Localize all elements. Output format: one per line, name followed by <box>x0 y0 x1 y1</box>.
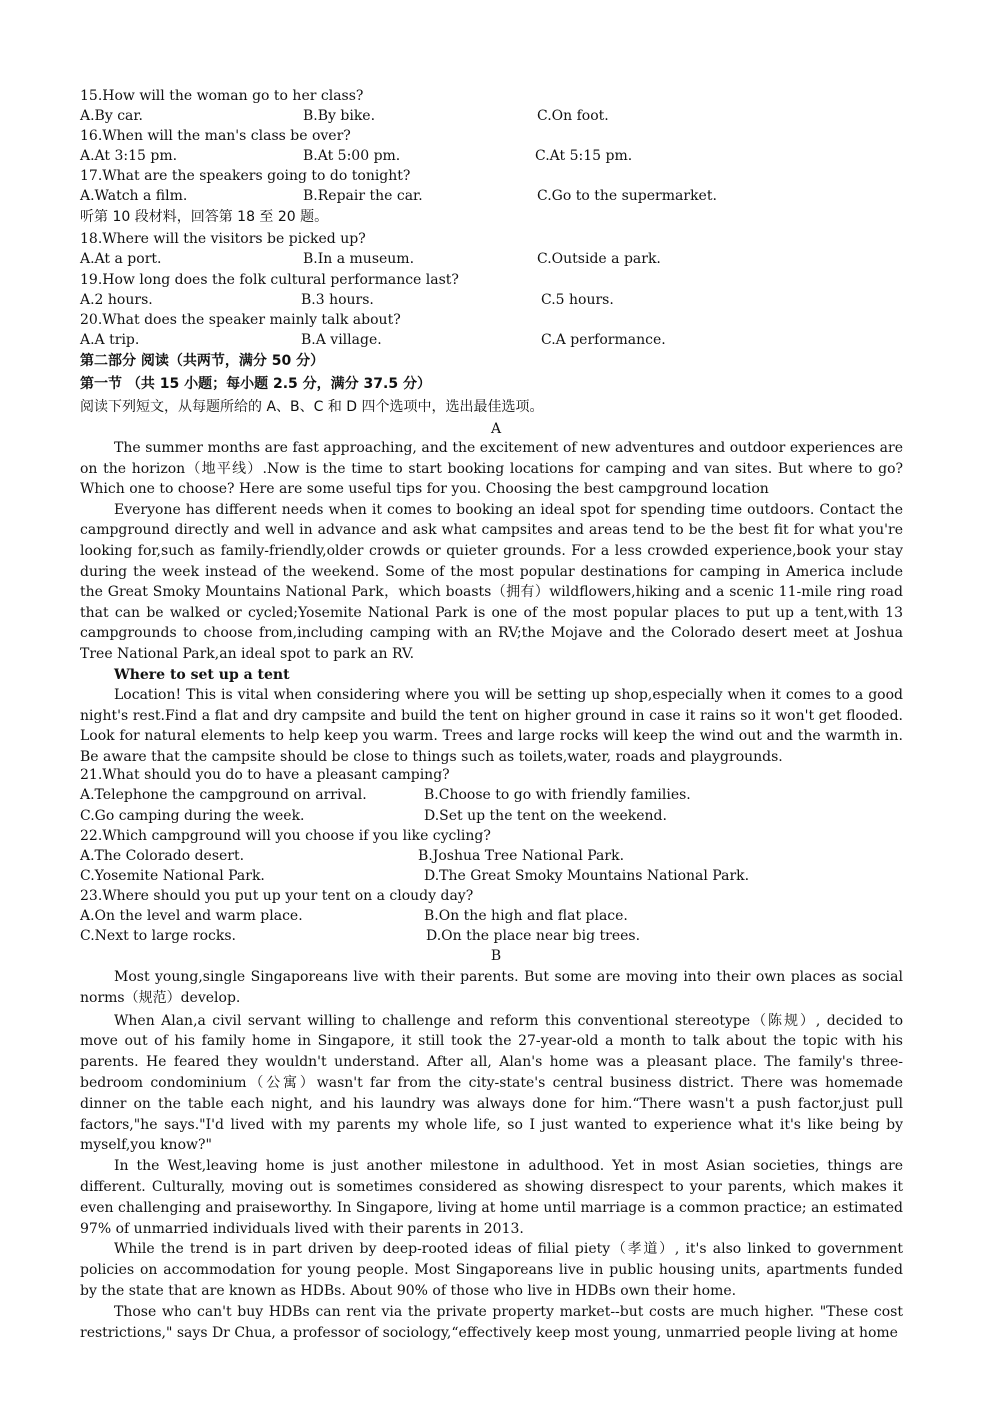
question-16-stem: 16.When will the man's class be over? <box>80 128 351 144</box>
question-19-option-c: C.5 hours. <box>541 292 614 308</box>
question-19-option-a: A.2 hours. <box>80 292 153 308</box>
passage-b-paragraph-1: Most young,single Singaporeans live with their parents. But some are moving into their own places as social norms（规范）develop. <box>80 969 903 1006</box>
question-16-option-a: A.At 3:15 pm. <box>80 148 178 164</box>
question-23-option-d: D.On the place near big trees. <box>426 928 641 944</box>
passage-a-subhead: Where to set up a tent <box>114 667 290 683</box>
question-17-stem: 17.What are the speakers going to do tonight? <box>80 168 411 184</box>
passage-a-body-2 <box>80 685 903 767</box>
passage-a-body <box>80 438 903 665</box>
instruction-material-10: 听第 10 段材料，回答第 18 至 20 题。 <box>80 209 329 225</box>
question-23-option-a: A.On the level and warm place. <box>80 908 303 924</box>
question-15-option-c: C.On foot. <box>537 108 609 124</box>
question-21-stem: 21.What should you do to have a pleasant camping? <box>80 767 450 783</box>
question-19-option-b: B.3 hours. <box>301 292 374 308</box>
section-one-title: 第一节 （共 15 小题；每小题 2.5 分，满分 37.5 分） <box>80 376 431 392</box>
question-18-option-b: B.In a museum. <box>303 251 415 267</box>
passage-b-paragraph-3: In the West,leaving home is just another milestone in adulthood. Yet in most Asian societies, things are different. Culturally, moving out is sometimes considered as showing disrespect to your parents, which makes it even challenging and praiseworthy. In Singapore, living at home until marriage is a common practice; an estimated 97% of unmarried individuals lived with their parents in 2013. <box>80 1158 903 1237</box>
passage-b-paragraph-4: While the trend is in part driven by deep-rooted ideas of filial piety（孝道）, it's also linked to government policies on accommodation for young people. Most Singaporeans live in public housing units, apartments funded by the state that are known as HDBs. About 90% of those who live in HDBs own their home. <box>80 1241 903 1299</box>
question-17-option-c: C.Go to the supermarket. <box>537 188 717 204</box>
question-21-option-d: D.Set up the tent on the weekend. <box>424 808 667 824</box>
question-19-stem: 19.How long does the folk cultural performance last? <box>80 272 459 288</box>
question-16-option-b: B.At 5:00 pm. <box>303 148 401 164</box>
question-23-option-b: B.On the high and flat place. <box>424 908 628 924</box>
question-22-stem: 22.Which campground will you choose if you like cycling? <box>80 828 491 844</box>
question-17-option-a: A.Watch a film. <box>80 188 188 204</box>
question-20-option-a: A.A trip. <box>80 332 140 348</box>
question-15-option-a: A.By car. <box>80 108 143 124</box>
passage-a-label: A <box>490 421 502 437</box>
question-22-option-c: C.Yosemite National Park. <box>80 868 265 884</box>
question-22-option-b: B.Joshua Tree National Park. <box>418 848 625 864</box>
question-21-option-a: A.Telephone the campground on arrival. <box>80 787 367 803</box>
question-16-option-c: C.At 5:15 pm. <box>535 148 633 164</box>
question-22-option-a: A.The Colorado desert. <box>80 848 245 864</box>
passage-a-paragraph-3: Location! This is vital when considering where you will be setting up shop,especially when it comes to a good night's rest.Find a flat and dry campsite and build the tent on higher ground in case it rains so it won't get flooded. Look for natural elements to help keep you warm. Trees and large rocks will keep the wind out and the warmth in. Be aware that the campsite should be close to things such as toilets,water, roads and playgrounds. <box>80 687 903 765</box>
passage-b-label: B <box>490 948 502 964</box>
question-15-option-b: B.By bike. <box>303 108 376 124</box>
reading-instruction: 阅读下列短文，从每题所给的 A、B、C 和 D 四个选项中，选出最佳选项。 <box>80 399 544 415</box>
question-20-stem: 20.What does the speaker mainly talk about? <box>80 312 401 328</box>
passage-a-paragraph-2: Everyone has different needs when it comes to booking an ideal spot for spending time outdoors. Contact the campground directly and well in advance and ask what campsites and areas tend to be the best fit for what you're looking for,such as family-friendly,older crowds or quieter grounds. For a less crowded experience,book your stay during the week instead of the weekend. Some of the most popular destinations for camping in America include the Great Smoky Mountains National Park，which boasts（拥有）wildflowers,hiking and a scenic 11-mile ring road that can be walked or cycled;Yosemite National Park is one of the most popular places to put up a tent,with 13 campgrounds to choose from,including camping with an RV;the Mojave and the Colorado desert meet at Joshua Tree National Park,an ideal spot to park an RV. <box>80 501 903 662</box>
question-23-option-c: C.Next to large rocks. <box>80 928 236 944</box>
question-18-option-a: A.At a port. <box>80 251 162 267</box>
question-20-option-b: B.A village. <box>301 332 382 348</box>
question-18-option-c: C.Outside a park. <box>537 251 661 267</box>
passage-b-paragraph-2: When Alan,a civil servant willing to challenge and reform this conventional stereotype（陈规）, decided to move out of his family home in Singapore, it still took the 27-year-old a month to talk about the topic with his parents. He feared they wouldn't understand. After all, Alan's home was a pleasant place. The family's three-bedroom condominium（公寓）wasn't far from the city-state's central business district. There was homemade dinner on the table each night, and his laundry was always done for him.“There wasn't a push factor,just pull factors,"he says."I'd lived with my parents my whole life, so I just wanted to experience what it's like being by myself,you know?" <box>80 1012 903 1154</box>
passage-a-paragraph-1: The summer months are fast approaching, and the excitement of new adventures and outdoor experiences are on the horizon（地平线）.Now is the time to start booking locations for camping and van sites. But where to go? Which one to choose? Here are some useful tips for you. Choosing the best campground location <box>80 440 903 498</box>
passage-b-paragraph-5: Those who can't buy HDBs can rent via the private property market--but costs are much higher. "These cost restrictions," says Dr Chua, a professor of sociology,“effectively keep most young, unmarried people living at home <box>80 1303 903 1341</box>
question-21-option-c: C.Go camping during the week. <box>80 808 305 824</box>
part-two-title: 第二部分 阅读（共两节，满分 50 分） <box>80 353 325 369</box>
question-17-option-b: B.Repair the car. <box>303 188 423 204</box>
question-18-stem: 18.Where will the visitors be picked up? <box>80 231 366 247</box>
question-21-option-b: B.Choose to go with friendly families. <box>424 787 691 803</box>
passage-b-body <box>80 967 903 1343</box>
question-20-option-c: C.A performance. <box>541 332 666 348</box>
question-15-stem: 15.How will the woman go to her class? <box>80 88 364 104</box>
question-22-option-d: D.The Great Smoky Mountains National Park. <box>424 868 750 884</box>
question-23-stem: 23.Where should you put up your tent on a cloudy day? <box>80 888 474 904</box>
